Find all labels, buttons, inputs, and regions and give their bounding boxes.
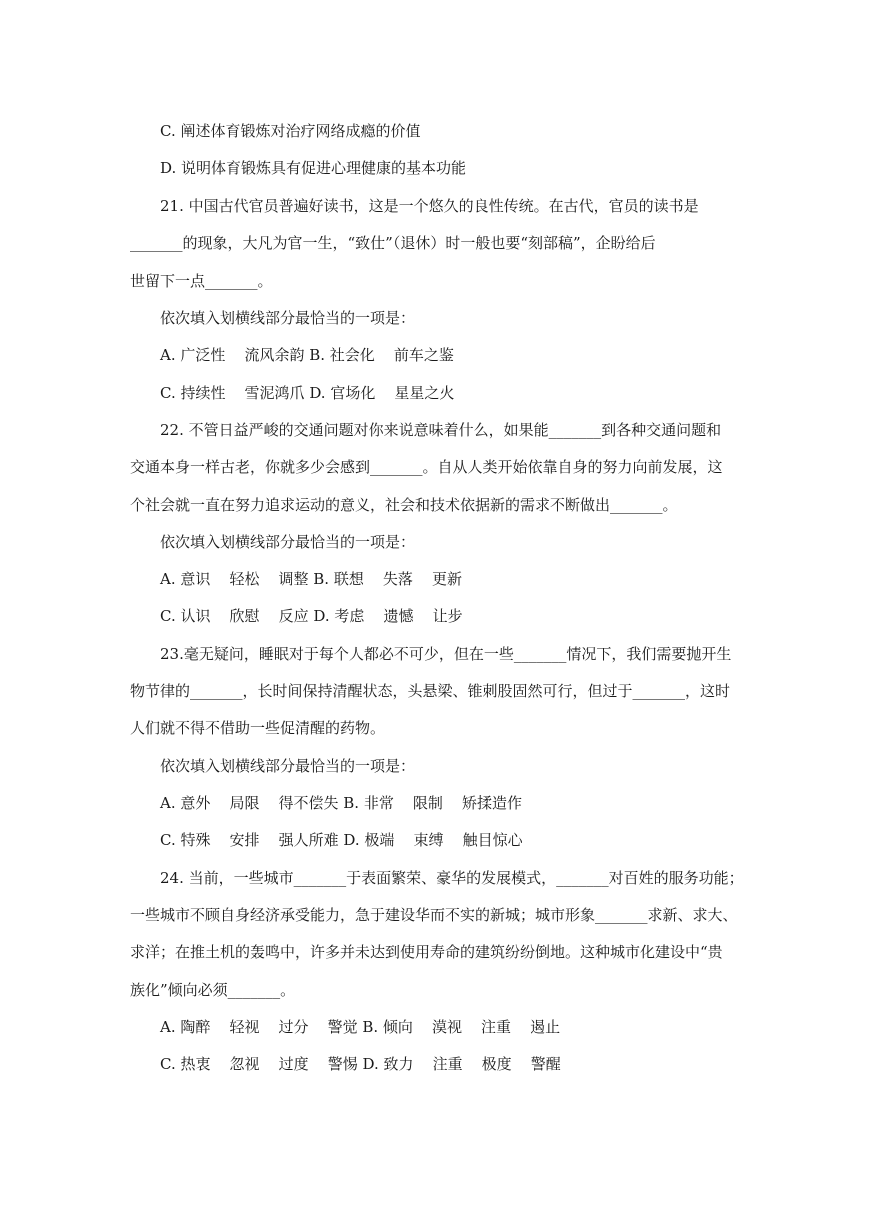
q24-text-line-2: 一些城市不顾自身经济承受能力，急于建设华而不实的新城；城市形象_______求新、求大、 [130,906,738,924]
q20-option-c: C. 阐述体育锻炼对治疗网络成瘾的价值 [160,122,421,140]
q21-options-ab: A. 广泛性 流风余韵 B. 社会化 前车之鉴 [160,346,454,364]
q24-options-cd: C. 热衷 忽视 过度 警惕 D. 致力 注重 极度 警醒 [160,1055,561,1073]
q24-text-line-4: 族化”倾向必须_______。 [130,981,296,999]
q21-instruction: 依次填入划横线部分最恰当的一项是： [160,309,416,327]
q23-options-cd: C. 特殊 安排 强人所难 D. 极端 束缚 触目惊心 [160,831,523,849]
q23-text-line-2: 物节律的_______，长时间保持清醒状态，头悬梁、锥刺股固然可行，但过于_______，这时 [130,682,731,700]
q22-text-line-1: 22. 不管日益严峻的交通问题对你来说意味着什么，如果能_______到各种交通问题和 [160,421,722,439]
q23-options-ab: A. 意外 局限 得不偿失 B. 非常 限制 矫揉造作 [160,794,522,812]
q23-text-line-1: 23.毫无疑问，睡眠对于每个人都必不可少，但在一些_______情况下，我们需要抛开生 [160,645,732,663]
q22-instruction: 依次填入划横线部分最恰当的一项是： [160,533,416,551]
q21-text-line-2: _______的现象，大凡为官一生，“致仕”（退休）时一般也要“刻部稿”，企盼给后 [130,234,656,252]
q22-options-cd: C. 认识 欣慰 反应 D. 考虑 遗憾 让步 [160,607,463,625]
q21-text-line-1: 21. 中国古代官员普遍好读书，这是一个悠久的良性传统。在古代，官员的读书是 [160,197,699,215]
q22-text-line-2: 交通本身一样古老，你就多少会感到_______。自从人类开始依靠自身的努力向前发展，这 [130,458,723,476]
q23-instruction: 依次填入划横线部分最恰当的一项是： [160,757,416,775]
q24-text-line-1: 24. 当前，一些城市_______于表面繁荣、豪华的发展模式，_______对百姓的服务功能； [160,869,744,887]
q21-options-cd: C. 持续性 雪泥鸿爪 D. 官场化 星星之火 [160,384,455,402]
q23-text-line-3: 人们就不得不借助一些促清醒的药物。 [130,719,386,737]
q20-option-d: D. 说明体育锻炼具有促进心理健康的基本功能 [160,159,467,177]
q24-options-ab: A. 陶醉 轻视 过分 警觉 B. 倾向 漠视 注重 遏止 [160,1018,561,1036]
q22-text-line-3: 个社会就一直在努力追求运动的意义，社会和技术依据新的需求不断做出_______。 [130,496,678,514]
q24-text-line-3: 求洋；在推土机的轰鸣中，许多并未达到使用寿命的建筑纷纷倒地。这种城市化建设中“贵 [130,943,723,961]
q22-options-ab: A. 意识 轻松 调整 B. 联想 失落 更新 [160,570,462,588]
q21-text-line-3: 世留下一点_______。 [130,272,273,290]
